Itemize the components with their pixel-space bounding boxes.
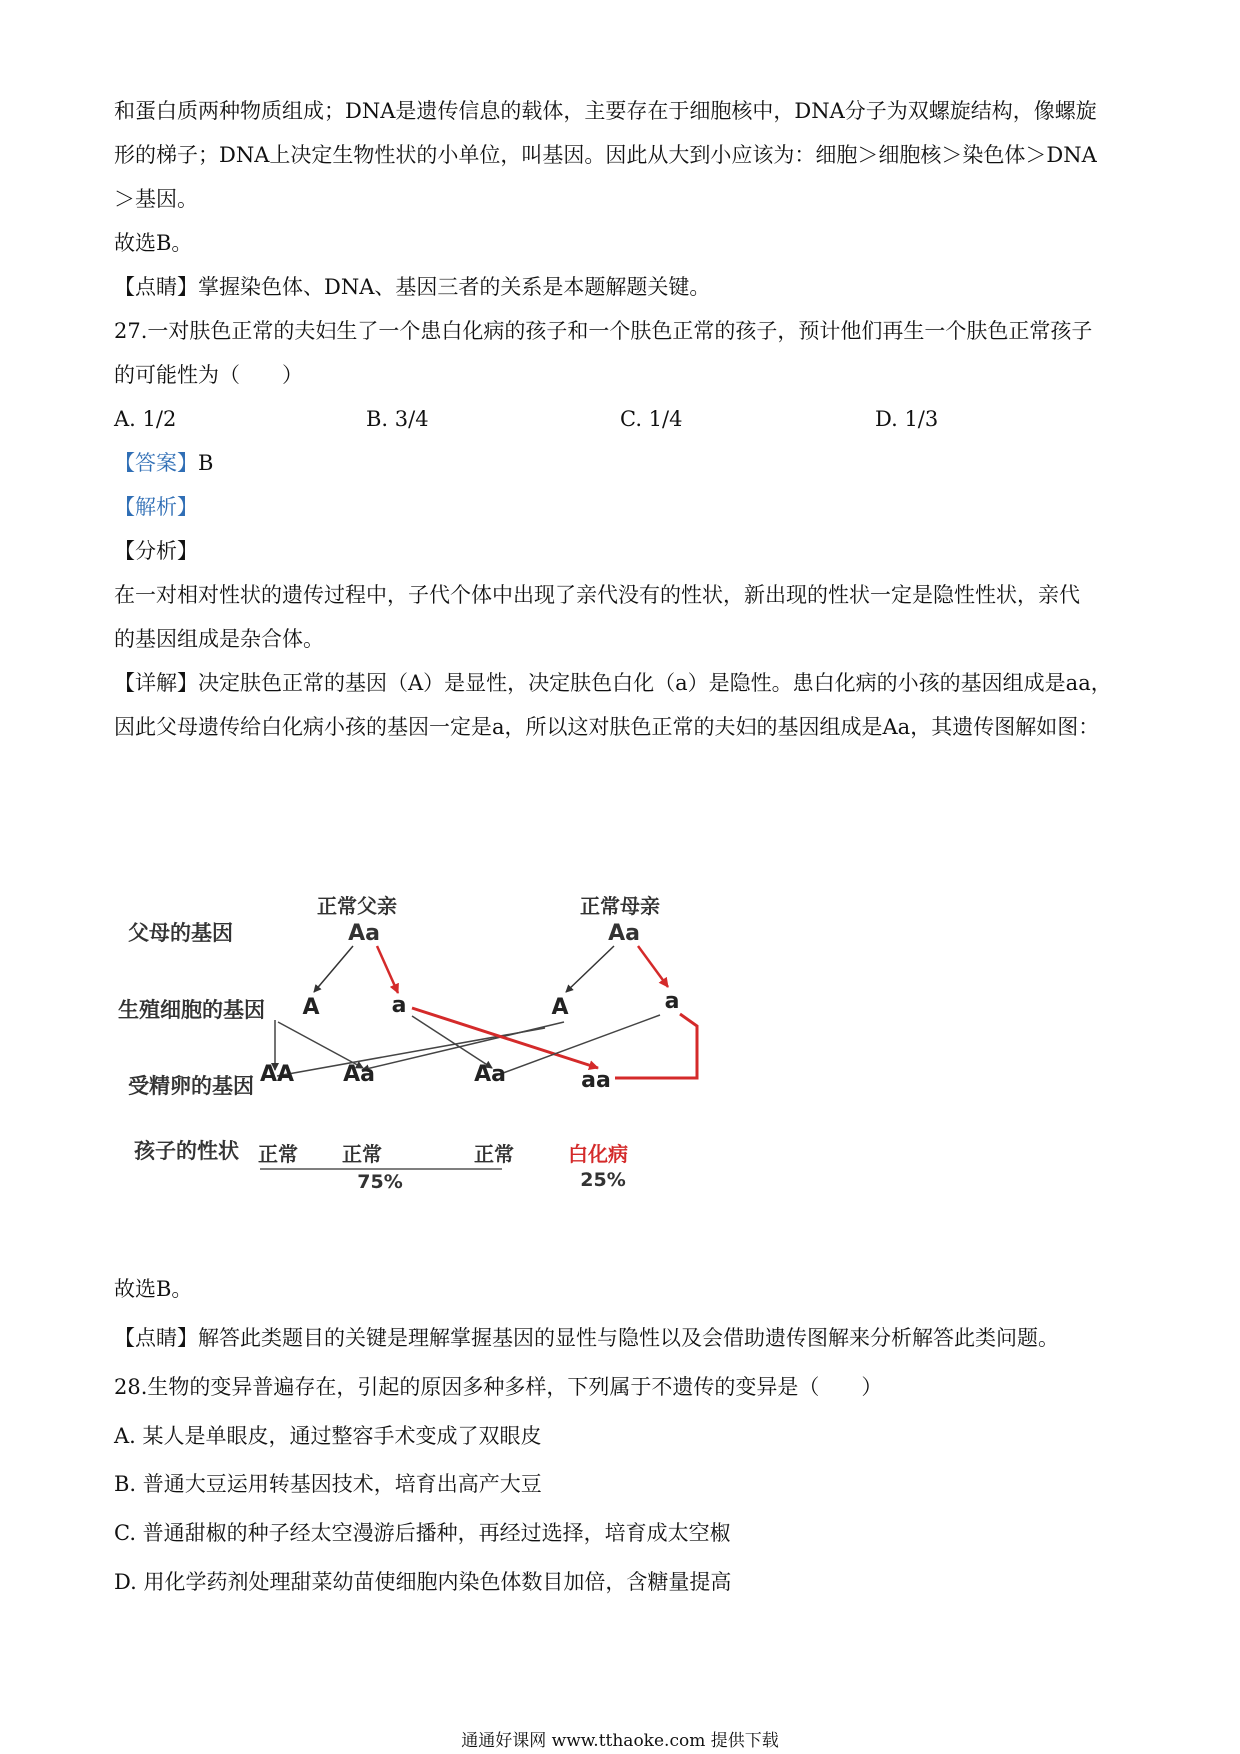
tip-text: 掌握染色体、DNA、基因三者的关系是本题解题关键。	[198, 275, 711, 299]
father-label: 正常父亲	[317, 894, 397, 918]
detail-line: 因此父母遗传给白化病小孩的基因一定是a，所以这对肤色正常的夫妇的基因组成是Aa，其遗传图解如图：	[114, 715, 1100, 739]
answer-value: B	[198, 451, 214, 475]
paragraph-line: 形的梯子；DNA上决定生物性状的小单位，叫基因。因此从大到小应该为：细胞＞细胞核＞染色体＞DNA	[114, 143, 1097, 167]
zygote-Aa-2: Aa	[474, 1062, 506, 1087]
mother-genotype: Aa	[608, 921, 640, 946]
answer-line	[114, 448, 1124, 478]
q28-option-c: C. 普通甜椒的种子经太空漫游后播种，再经过选择，培育成太空椒	[114, 1521, 731, 1545]
gamete-mother-a: a	[664, 989, 680, 1014]
tip-line	[114, 1323, 1124, 1353]
q27-option-c: C. 1/4	[620, 407, 683, 431]
tip-line	[114, 272, 1124, 302]
zygote-Aa-1: Aa	[343, 1062, 375, 1087]
q27-stem: 27.一对肤色正常的夫妇生了一个患白化病的孩子和一个肤色正常的孩子，预计他们再生一个肤色正常孩子	[114, 319, 1093, 343]
albino-percentage: 25%	[580, 1169, 626, 1191]
trait-normal-1: 正常	[258, 1142, 298, 1166]
fenxi-label: 【分析】	[114, 539, 198, 563]
q27-option-d: D. 1/3	[875, 407, 939, 431]
trait-normal-3: 正常	[474, 1142, 514, 1166]
detail-line	[114, 668, 1124, 698]
q28-stem: 28.生物的变异普遍存在，引起的原因多种多样，下列属于不遗传的变异是（ ）	[114, 1375, 883, 1399]
detail-label: 【详解】	[114, 671, 198, 695]
q28-option-d: D. 用化学药剂处理甜菜幼苗使细胞内染色体数目加倍，含糖量提高	[114, 1570, 732, 1594]
row-label-zygotes: 受精卵的基因	[128, 1074, 254, 1098]
zygote-AA: AA	[259, 1062, 295, 1087]
analysis-label: 【解析】	[114, 495, 198, 519]
choose-line: 故选B。	[114, 1277, 193, 1301]
q27-option-b: B. 3/4	[366, 407, 429, 431]
father-genotype: Aa	[348, 921, 380, 946]
row-label-parents: 父母的基因	[128, 921, 233, 945]
gamete-father-a: a	[391, 993, 407, 1018]
paragraph-line: ＞基因。	[114, 187, 198, 211]
gamete-mother-A: A	[551, 995, 569, 1020]
q27-stem: 的可能性为（ ）	[114, 363, 303, 387]
q28-option-b: B. 普通大豆运用转基因技术，培育出高产大豆	[114, 1472, 542, 1496]
trait-normal-2: 正常	[342, 1142, 382, 1166]
fenxi-line: 的基因组成是杂合体。	[114, 627, 324, 651]
q28-option-a: A. 某人是单眼皮，通过整容手术变成了双眼皮	[114, 1424, 542, 1448]
choose-line: 故选B。	[114, 231, 193, 255]
fenxi-line: 在一对相对性状的遗传过程中，子代个体中出现了亲代没有的性状，新出现的性状一定是隐性性状，亲代	[114, 583, 1080, 607]
normal-percentage: 75%	[357, 1171, 403, 1193]
trait-albino: 白化病	[568, 1142, 628, 1166]
tip-label: 【点睛】	[114, 275, 198, 299]
answer-label: 【答案】	[114, 451, 198, 475]
tip-text: 解答此类题目的关键是理解掌握基因的显性与隐性以及会借助遗传图解来分析解答此类问题。	[198, 1326, 1059, 1350]
row-label-traits: 孩子的性状	[134, 1139, 239, 1163]
row-label-gametes: 生殖细胞的基因	[118, 998, 265, 1022]
q27-option-a: A. 1/2	[114, 407, 177, 431]
paragraph-line: 和蛋白质两种物质组成；DNA是遗传信息的载体，主要存在于细胞核中，DNA分子为双螺旋结构，像螺旋	[114, 99, 1097, 123]
detail-text: 决定肤色正常的基因（A）是显性，决定肤色白化（a）是隐性。患白化病的小孩的基因组成是aa，	[198, 671, 1112, 695]
mother-label: 正常母亲	[580, 894, 660, 918]
genetic-diagram	[100, 880, 740, 1220]
zygote-aa: aa	[581, 1068, 611, 1093]
footer: 通通好课网 www.tthaoke.com 提供下载	[461, 1731, 779, 1751]
tip-label: 【点睛】	[114, 1326, 198, 1350]
gamete-father-A: A	[302, 995, 320, 1020]
